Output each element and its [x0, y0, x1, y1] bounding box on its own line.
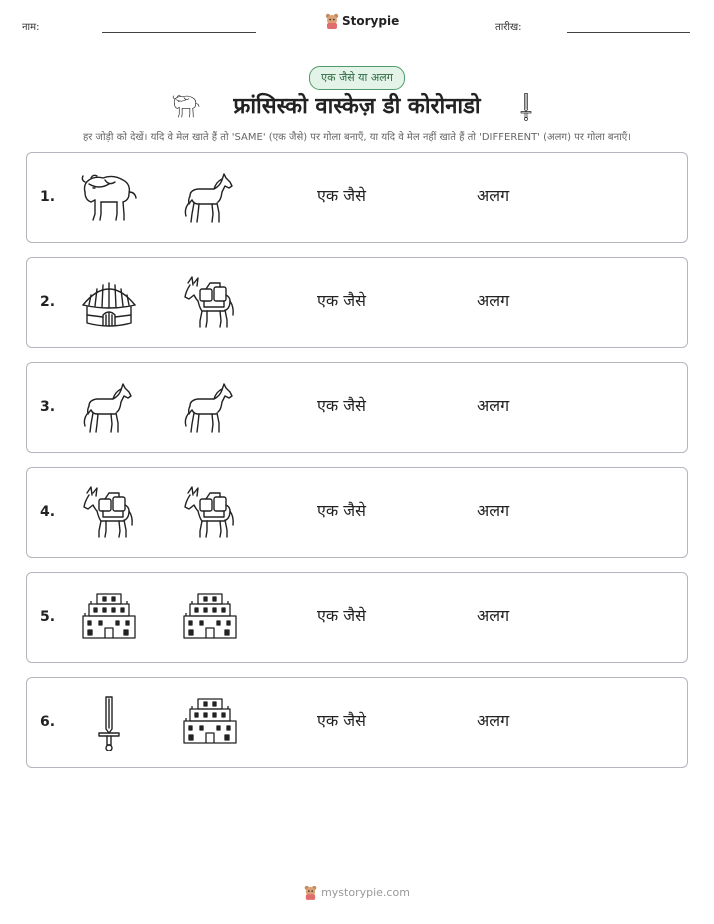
same-option[interactable]: एक जैसे — [317, 291, 366, 310]
same-option[interactable]: एक जैसे — [317, 711, 366, 730]
pueblo-icon — [79, 590, 139, 646]
same-option[interactable]: एक जैसे — [317, 186, 366, 205]
question-row — [26, 152, 688, 243]
horse-icon — [180, 380, 240, 436]
date-label: तारीख: — [495, 22, 522, 33]
different-option[interactable]: अलग — [477, 186, 510, 205]
same-option[interactable]: एक जैसे — [317, 606, 366, 625]
sword-icon — [79, 695, 139, 751]
donkey-icon — [79, 485, 139, 541]
different-option[interactable]: अलग — [477, 396, 510, 415]
footer-url[interactable]: mystorypie.com — [321, 886, 410, 899]
question-number: 5. — [40, 609, 56, 625]
horse-icon — [180, 170, 240, 226]
question-number: 4. — [40, 504, 56, 520]
hut-icon — [79, 275, 139, 331]
pueblo-icon — [180, 695, 240, 751]
question-row — [26, 467, 688, 558]
question-number: 3. — [40, 399, 56, 415]
page-title: फ्रांसिस्को वास्केज़ डी कोरोनाडो — [233, 94, 481, 119]
worksheet-type-badge: एक जैसे या अलग — [309, 66, 405, 90]
brand-logo — [325, 13, 399, 29]
footer — [0, 885, 714, 900]
question-number: 1. — [40, 189, 56, 205]
question-row — [26, 257, 688, 348]
instructions: हर जोड़ी को देखें। यदि वे मेल खाते हैं तो 'SAME' (एक जैसे) पर गोला बनाएँ, या यदि वे मेल नहीं खाते हैं तो 'DIFFERENT' (अलग) पर गोला बनाएँ। — [82, 132, 632, 143]
pueblo-icon — [180, 590, 240, 646]
same-option[interactable]: एक जैसे — [317, 501, 366, 520]
name-line[interactable] — [102, 32, 256, 33]
question-number: 2. — [40, 294, 56, 310]
horse-icon — [79, 380, 139, 436]
question-row — [26, 677, 688, 768]
different-option[interactable]: अलग — [477, 606, 510, 625]
date-line[interactable] — [567, 32, 690, 33]
brand-name: Storypie — [342, 14, 400, 28]
bison-icon — [79, 170, 139, 226]
sword-icon — [516, 90, 536, 124]
bear-icon — [304, 885, 317, 900]
question-row — [26, 572, 688, 663]
question-number: 6. — [40, 714, 56, 730]
different-option[interactable]: अलग — [477, 291, 510, 310]
question-row — [26, 362, 688, 453]
donkey-icon — [180, 275, 240, 331]
different-option[interactable]: अलग — [477, 501, 510, 520]
bear-icon — [325, 13, 339, 29]
same-option[interactable]: एक जैसे — [317, 396, 366, 415]
name-label: नाम: — [22, 22, 40, 33]
different-option[interactable]: अलग — [477, 711, 510, 730]
donkey-icon — [180, 485, 240, 541]
